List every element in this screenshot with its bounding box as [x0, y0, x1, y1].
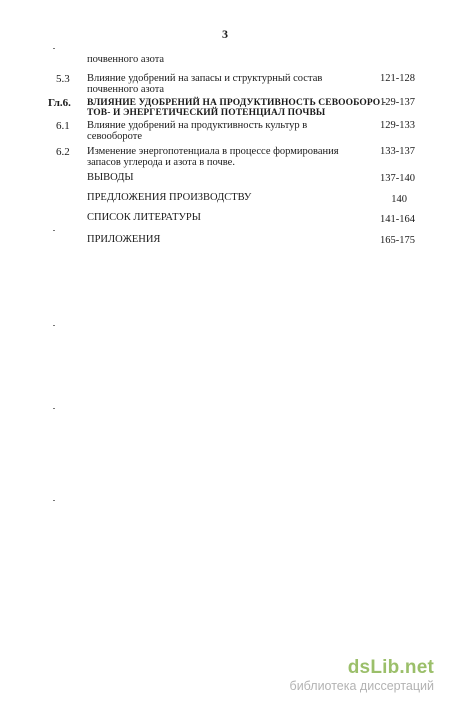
- toc-entry-title: Влияние удобрений на продуктивность культур в: [87, 120, 308, 131]
- scan-speck: [53, 500, 55, 501]
- toc-entry-title: Изменение энергопотенциала в процессе формирования: [87, 146, 339, 157]
- toc-entry-number: 6.1: [56, 120, 70, 132]
- toc-entry-title: ВЫВОДЫ: [87, 172, 134, 183]
- watermark-logo: dsLib.net: [347, 657, 434, 678]
- toc-entry-pages: 129-137: [380, 97, 415, 108]
- toc-entry-title: ТОВ- И ЭНЕРГЕТИЧЕСКИЙ ПОТЕНЦИАЛ ПОЧВЫ: [87, 108, 326, 118]
- toc-entry-pages: 140: [391, 194, 407, 205]
- toc-entry-number: Гл.6.: [48, 97, 71, 109]
- toc-continuation: почвенного азота: [87, 54, 165, 65]
- toc-entry-title: почвенного азота: [87, 84, 165, 95]
- toc-entry-title: Влияние удобрений на запасы и структурный состав: [87, 73, 323, 84]
- toc-entry-title: ПРЕДЛОЖЕНИЯ ПРОИЗВОДСТВУ: [87, 192, 252, 203]
- toc-entry-pages: 165-175: [380, 235, 415, 246]
- scan-speck: [53, 325, 55, 326]
- scan-speck: [53, 408, 55, 409]
- toc-entry-title: севообороте: [87, 131, 143, 142]
- toc-entry-pages: 137-140: [380, 173, 415, 184]
- toc-entry-number: 6.2: [56, 146, 70, 158]
- scan-speck: [53, 48, 55, 49]
- toc-entry-title: ВЛИЯНИЕ УДОБРЕНИЙ НА ПРОДУКТИВНОСТЬ СЕВООБОРО -: [87, 98, 386, 108]
- toc-entry-pages: 133-137: [380, 146, 415, 157]
- watermark-subtitle: библиотека диссертаций: [289, 679, 434, 693]
- toc-entry-title: запасов углерода и азота в почве.: [87, 157, 235, 168]
- toc-entry-pages: 129-133: [380, 120, 415, 131]
- page-number: 3: [222, 27, 228, 41]
- scan-speck: [53, 230, 55, 231]
- toc-entry-pages: 121-128: [380, 73, 415, 84]
- toc-entry-pages: 141-164: [380, 214, 415, 225]
- toc-entry-title: СПИСОК ЛИТЕРАТУРЫ: [87, 212, 201, 223]
- toc-entry-title: ПРИЛОЖЕНИЯ: [87, 234, 161, 245]
- toc-entry-number: 5.3: [56, 73, 70, 85]
